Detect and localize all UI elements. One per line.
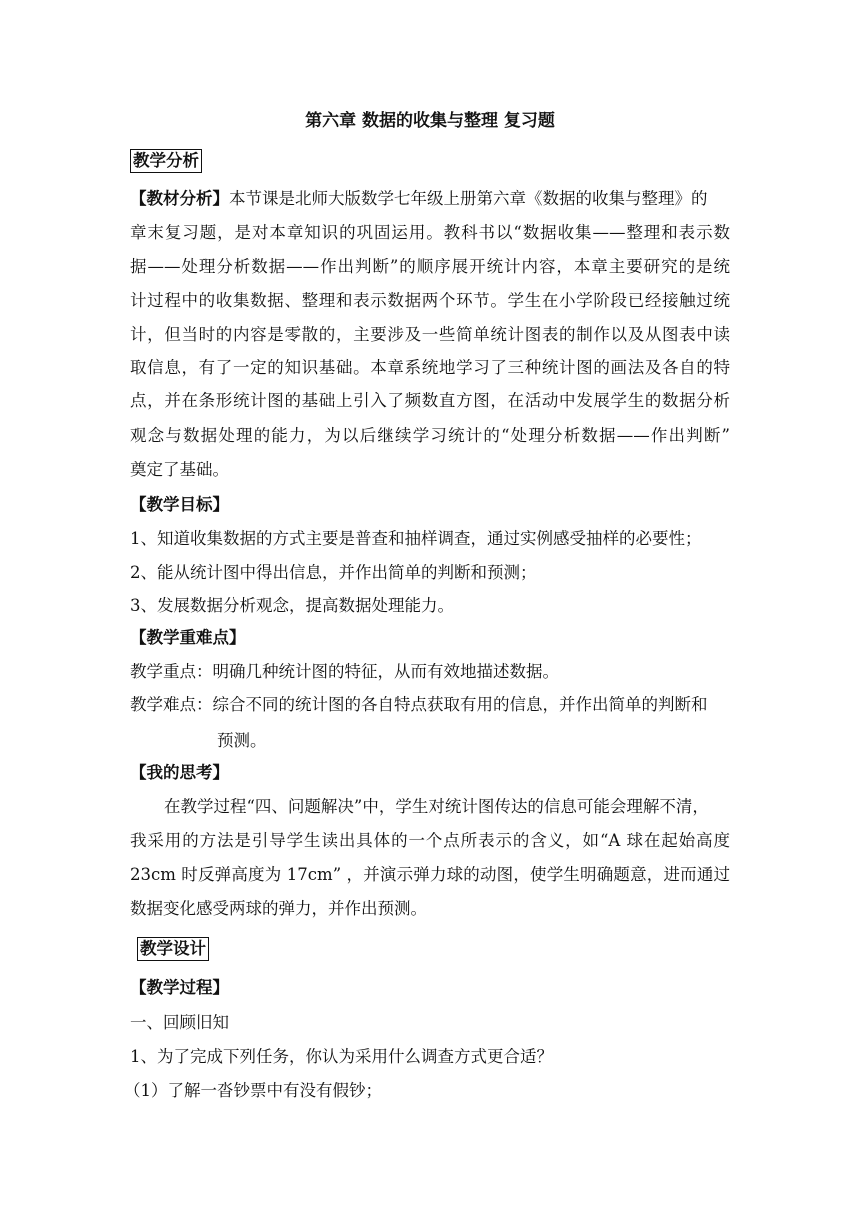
- difficult-point-line-2: 预测。: [217, 731, 267, 750]
- material-line-8: 奠定了基础。: [130, 460, 229, 479]
- material-line-1: 章末复习题，是对本章知识的巩固运用。教科书以“数据收集——整理和表示数: [130, 223, 730, 242]
- section-heading-analysis: 教学分析: [130, 149, 202, 173]
- thinking-line-1: 在教学过程“四、问题解决”中，学生对统计图传达的信息可能会理解不清，: [164, 797, 709, 816]
- key-point: 教学重点：明确几种统计图的特征，从而有效地描述数据。: [130, 662, 559, 681]
- material-line-6: 点，并在条形统计图的基础上引入了频数直方图，在活动中发展学生的数据分析: [130, 391, 730, 410]
- process-heading: 【教学过程】: [130, 978, 229, 997]
- material-heading: 【教材分析】: [130, 189, 229, 208]
- question-1-sub-1: （1）了解一沓钞票中有没有假钞；: [124, 1081, 382, 1100]
- difficult-point-line-1: 教学难点：综合不同的统计图的各自特点获取有用的信息，并作出简单的判断和: [130, 695, 708, 714]
- thinking-heading: 【我的思考】: [130, 763, 229, 782]
- material-line-3: 计过程中的收集数据、整理和表示数据两个环节。学生在小学阶段已经接触过统: [130, 291, 730, 310]
- material-line-4: 计，但当时的内容是零散的，主要涉及一些简单统计图表的制作以及从图表中读: [130, 325, 730, 344]
- goal-item-3: 3、发展数据分析观念，提高数据处理能力。: [130, 596, 454, 615]
- key-heading: 【教学重难点】: [130, 628, 246, 647]
- thinking-line-4: 数据变化感受两球的弹力，并作出预测。: [130, 899, 427, 918]
- goal-item-2: 2、能从统计图中得出信息，并作出简单的判断和预测；: [130, 563, 537, 582]
- goal-item-1: 1、知道收集数据的方式主要是普查和抽样调查，通过实例感受抽样的必要性；: [130, 529, 702, 548]
- material-line-2: 据——处理分析数据——作出判断”的顺序展开统计内容，本章主要研究的是统: [130, 257, 730, 276]
- material-line-7: 观念与数据处理的能力，为以后继续学习统计的“处理分析数据——作出判断”: [130, 426, 730, 445]
- goals-heading: 【教学目标】: [130, 495, 229, 514]
- document-title: 第六章 数据的收集与整理 复习题: [305, 111, 555, 131]
- question-1: 1、为了完成下列任务，你认为采用什么调查方式更合适？: [130, 1047, 553, 1066]
- review-heading: 一、回顾旧知: [130, 1013, 229, 1032]
- material-line-5: 取信息，有了一定的知识基础。本章系统地学习了三种统计图的画法及各自的特: [130, 358, 730, 377]
- material-line-0: 本节课是北师大版数学七年级上册第六章《数据的收集与整理》的: [229, 189, 708, 208]
- section-heading-design: 教学设计: [137, 937, 209, 961]
- thinking-line-2: 我采用的方法是引导学生读出具体的一个点所表示的含义，如“A 球在起始高度: [130, 831, 730, 850]
- thinking-line-3: 23cm 时反弹高度为 17cm” ，并演示弹力球的动图，使学生明确题意，进而通过: [130, 865, 730, 884]
